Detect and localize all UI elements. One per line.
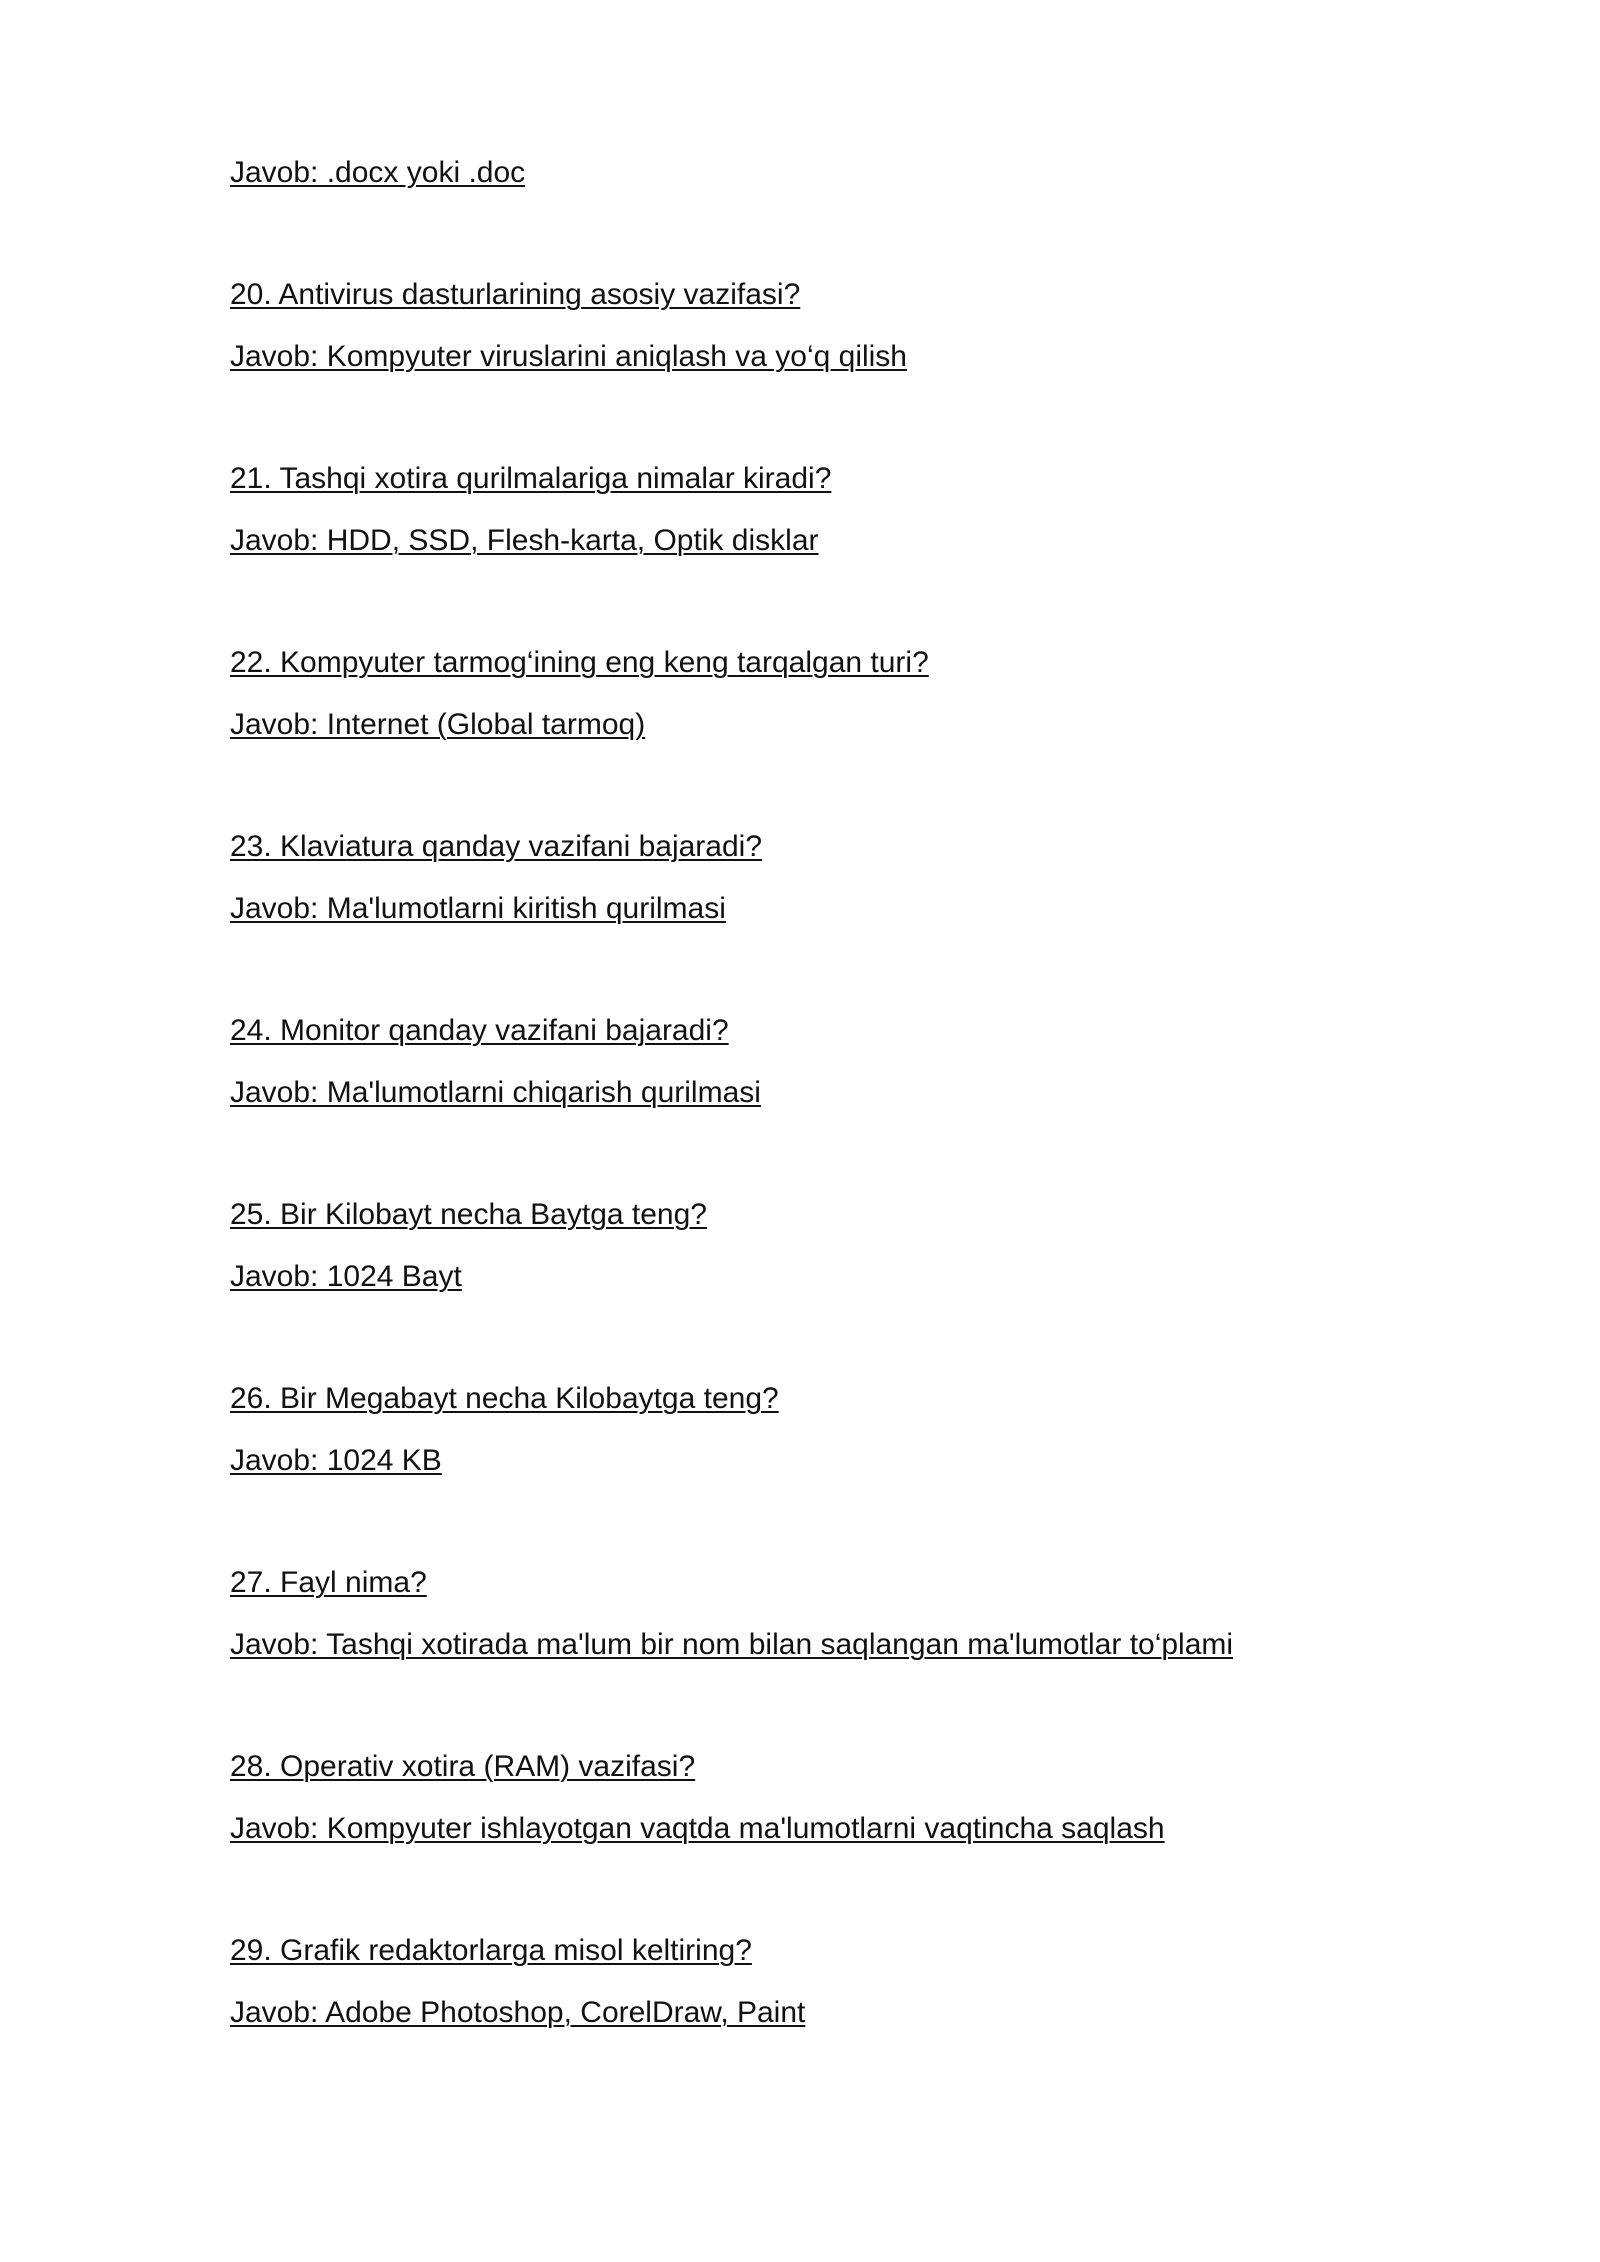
question-24: 24. Monitor qanday vazifani bajaradi? [230,1014,729,1047]
question-27: 27. Fayl nima? [230,1566,427,1599]
question-28: 28. Operativ xotira (RAM) vazifasi? [230,1750,696,1783]
answer-28: Javob: Kompyuter ishlayotgan vaqtda ma'lumotlarni vaqtincha saqlash [230,1812,1165,1845]
answer-21: Javob: HDD, SSD, Flesh-karta, Optik disklar [230,524,819,557]
answer-24: Javob: Ma'lumotlarni chiqarish qurilmasi [230,1076,761,1109]
answer-25: Javob: 1024 Bayt [230,1260,462,1293]
answer-23: Javob: Ma'lumotlarni kiritish qurilmasi [230,892,726,925]
question-25: 25. Bir Kilobayt necha Baytga teng? [230,1198,707,1231]
answer-26: Javob: 1024 KB [230,1444,442,1477]
question-20: 20. Antivirus dasturlarining asosiy vazifasi? [230,278,801,311]
answer-29: Javob: Adobe Photoshop, CorelDraw, Paint [230,1996,806,2029]
question-29: 29. Grafik redaktorlarga misol keltiring? [230,1934,752,1967]
question-22: 22. Kompyuter tarmog‘ining eng keng tarqalgan turi? [230,646,929,679]
answer-22: Javob: Internet (Global tarmoq) [230,708,646,741]
answer-20: Javob: Kompyuter viruslarini aniqlash va yo‘q qilish [230,340,907,373]
question-23: 23. Klaviatura qanday vazifani bajaradi? [230,830,763,863]
answer-27: Javob: Tashqi xotirada ma'lum bir nom bilan saqlangan ma'lumotlar to‘plami [230,1628,1234,1661]
question-26: 26. Bir Megabayt necha Kilobaytga teng? [230,1382,779,1415]
answer-19: Javob: .docx yoki .doc [230,156,526,189]
question-21: 21. Tashqi xotira qurilmalariga nimalar kiradi? [230,462,832,495]
